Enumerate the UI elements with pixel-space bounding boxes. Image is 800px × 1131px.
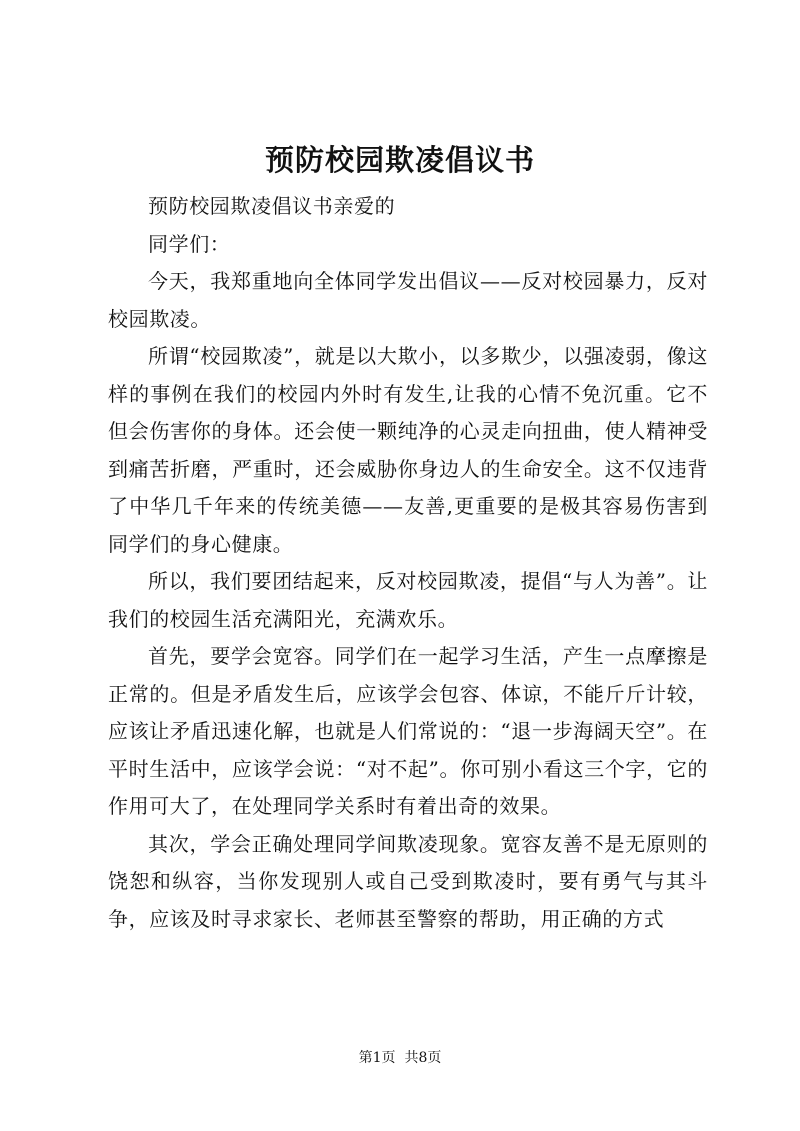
page-footer (0, 1048, 800, 1068)
paragraph-definition: 所谓“校园欺凌”，就是以大欺小，以多欺少，以强凌弱，像这样的事例在我们的校园内外时有发生,让我的心情不免沉重。它不但会伤害你的身体。还会使一颗纯净的心灵走向扭曲，使人精神受到痛苦折磨，严重时，还会威胁你身边人的生命安全。这不仅违背了中华几千年来的传统美德——友善,更重要的是极其容易伤害到同学们的身心健康。 (108, 344, 708, 556)
paragraph-unite: 所以，我们要团结起来，反对校园欺凌，提倡“与人为善”。让我们的校园生活充满阳光，充满欢乐。 (108, 569, 708, 631)
paragraph-proposal: 今天，我郑重地向全体同学发出倡议——反对校园暴力，反对校园欺凌。 (108, 269, 708, 331)
paragraph-salutation: 同学们： (148, 231, 231, 256)
paragraph-tolerance: 首先，要学会宽容。同学们在一起学习生活，产生一点摩擦是正常的。但是矛盾发生后，应该学会包容、体谅，不能斤斤计较，应该让矛盾迅速化解，也就是人们常说的：“退一步海阔天空”。在平时生活中，应该学会说：“对不起”。你可别小看这三个字，它的作用可大了，在处理同学关系时有着出奇的效果。 (108, 644, 708, 818)
document-title: 预防校园欺凌倡议书 (264, 143, 535, 177)
document-body (108, 188, 708, 938)
page-number: 第1页 共8页 (358, 1050, 442, 1066)
paragraph-greeting: 预防校园欺凌倡议书亲爱的 (148, 194, 396, 218)
paragraph-handling: 其次，学会正确处理同学间欺凌现象。宽容友善不是无原则的饶恕和纵容，当你发现别人或自己受到欺凌时，要有勇气与其斗争，应该及时寻求家长、老师甚至警察的帮助，用正确的方式 (108, 831, 708, 931)
